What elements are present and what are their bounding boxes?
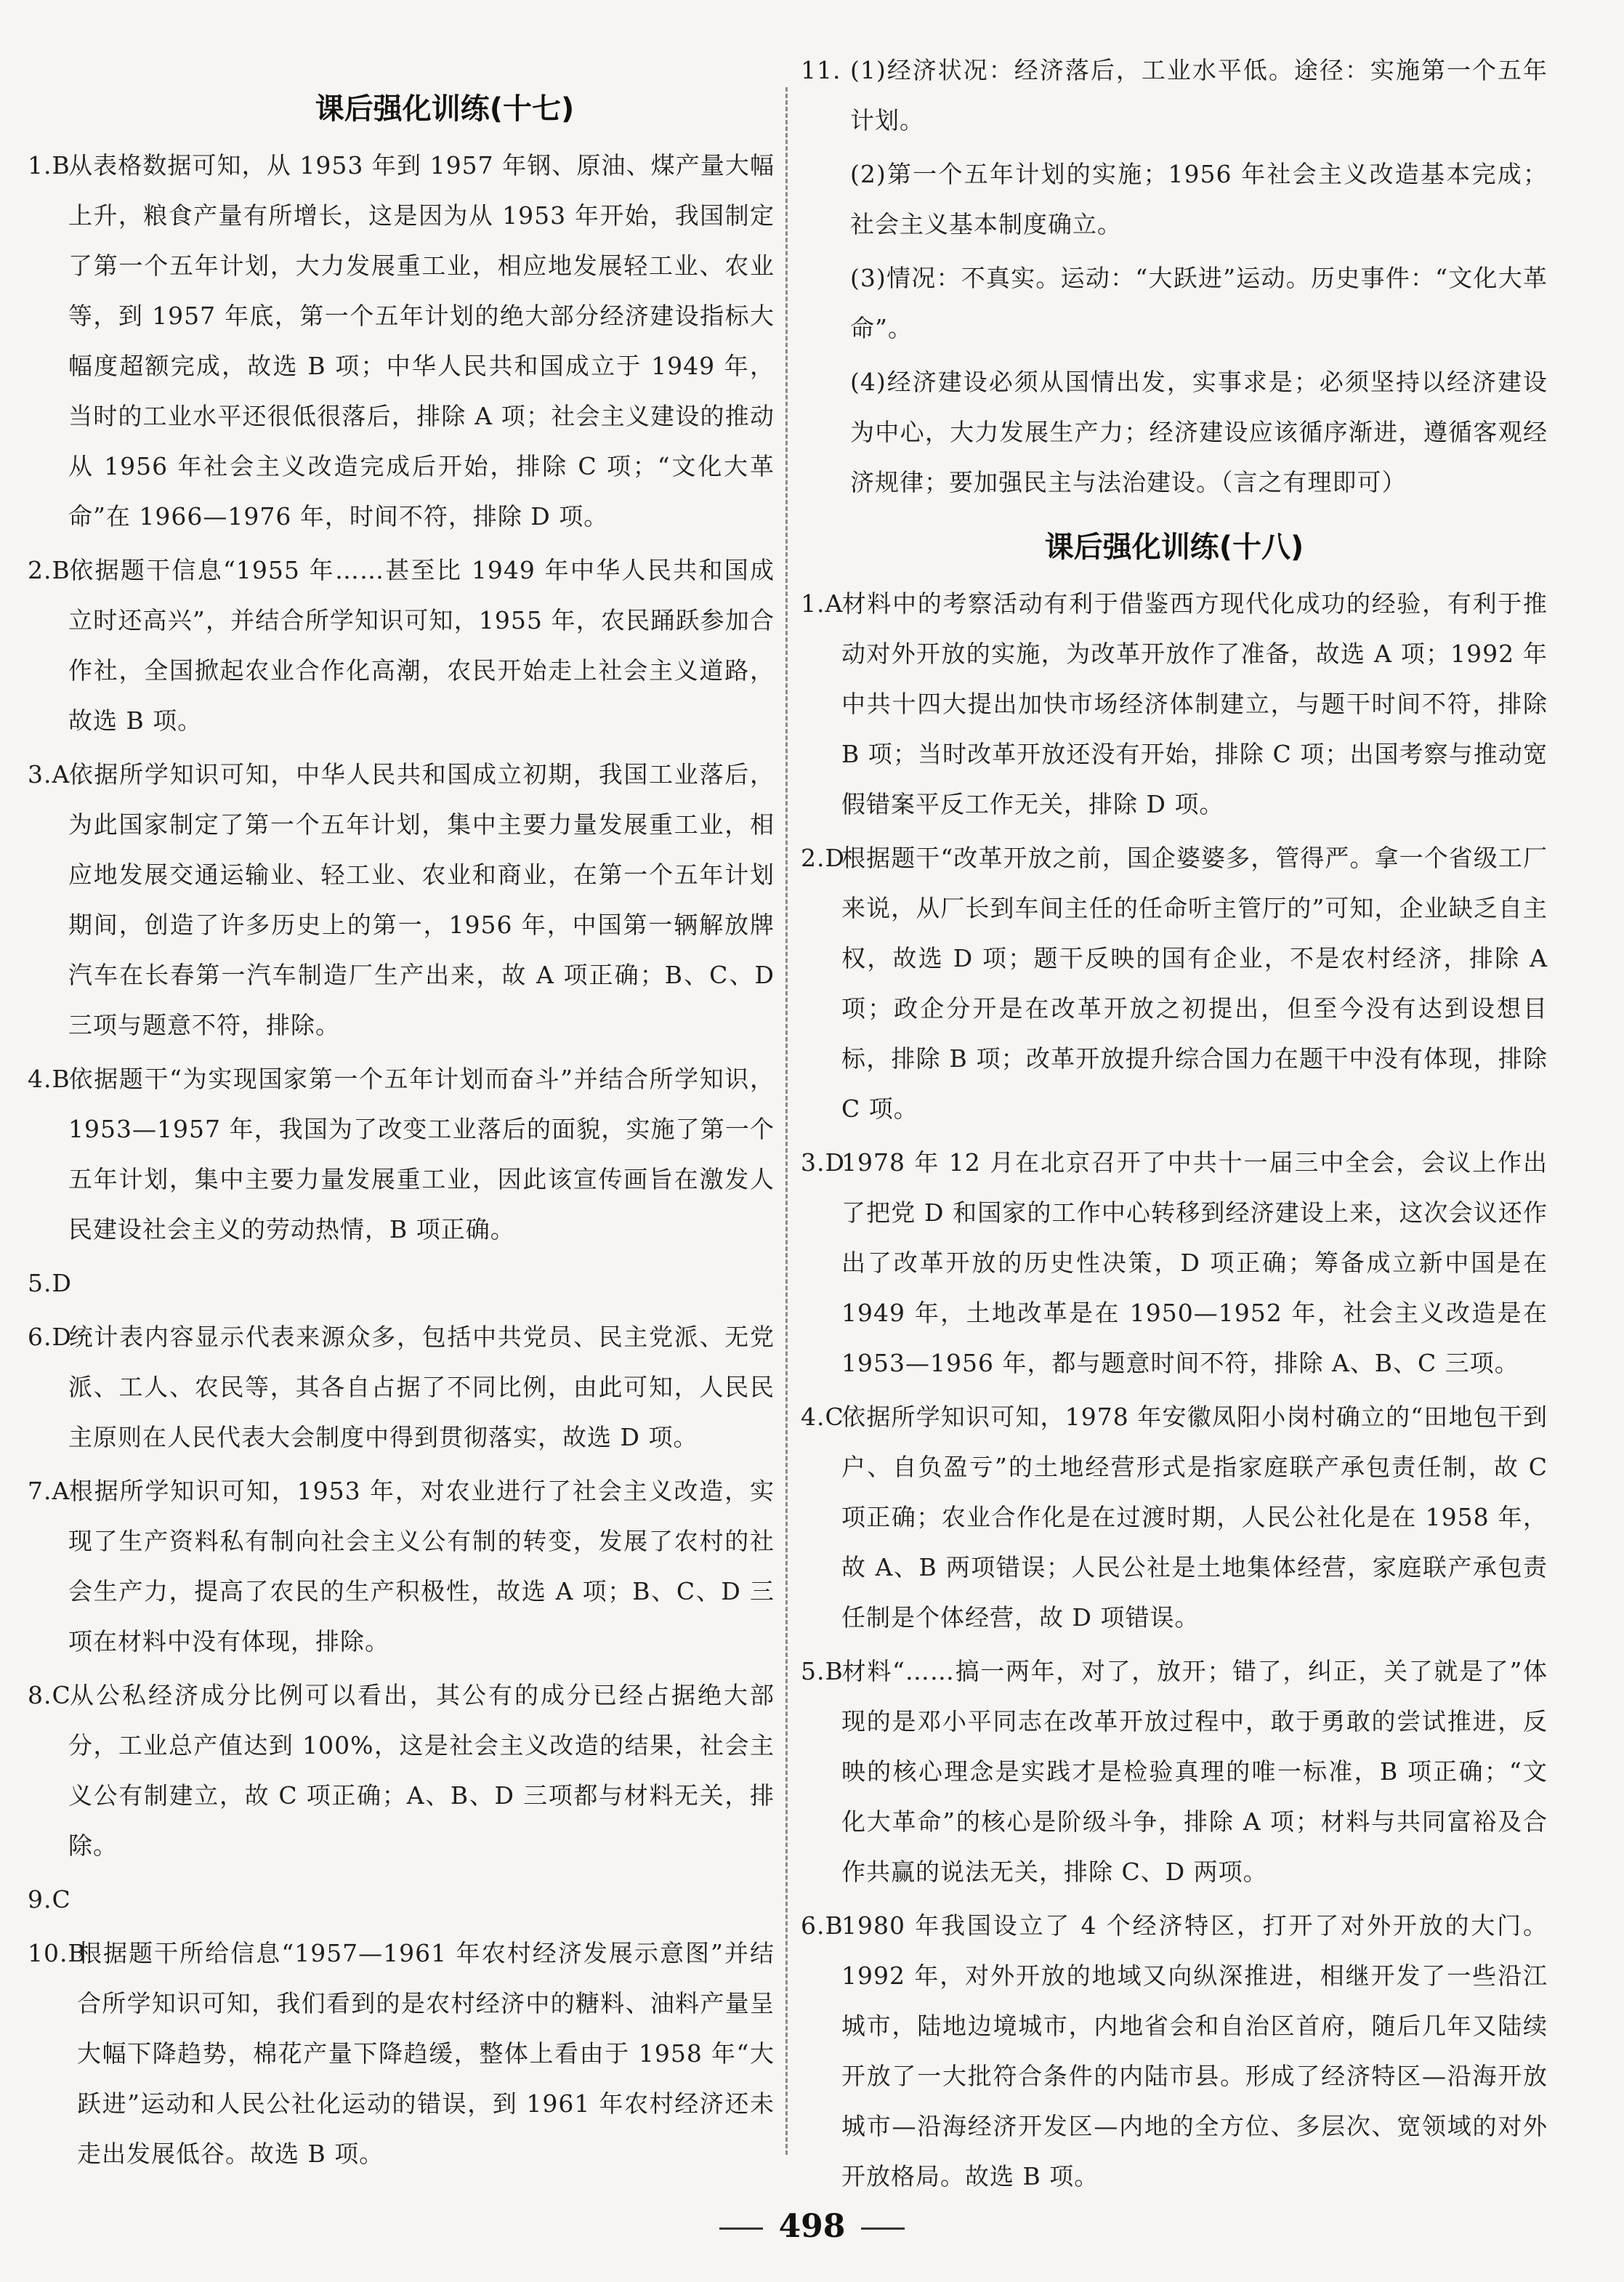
answer-number: 3.D [801, 1148, 845, 1177]
answer-number: 11. [801, 56, 841, 84]
answer-item [801, 833, 1548, 1134]
column-divider [785, 87, 788, 2155]
answer-item-11 [801, 45, 1548, 145]
answer-text: 根据所学知识可知，1953 年，对农业进行了社会主义改造，实现了生产资料私有制向社会主义公有制的转变，发展了农村的社会生产力，提高了农民的生产积极性，故选 A 项；B、C、D 三项在材料中没有体现，排除。 [68, 1477, 775, 1656]
answer-text: 1978 年 12 月在北京召开了中共十一届三中全会，会议上作出了把党 D 和国家的工作中心转移到经济建设上来，这次会议还作出了改革开放的历史性决策，D 项正确；筹备成立新中国是在 1949 年，土地改革是在 1950—1952 年，社会主义改造是在 1953—1956 年，都与题意时间不符，排除 A、B、C 三项。 [841, 1148, 1548, 1377]
answer-item [28, 749, 775, 1050]
answer-text: 依据题干“为实现国家第一个五年计划而奋斗”并结合所学知识，1953—1957 年，我国为了改变工业落后的面貌，实施了第一个五年计划，集中主要力量发展重工业，因此该宣传画旨在激发人民建设社会主义的劳动热情，B 项正确。 [68, 1065, 775, 1243]
answer-item [28, 140, 775, 541]
answer-number: 9.C [28, 1885, 71, 1914]
answer-number: 5.B [801, 1657, 844, 1685]
answer-text: 依据所学知识可知，中华人民共和国成立初期，我国工业落后，为此国家制定了第一个五年计划，集中主要力量发展重工业，相应地发展交通运输业、轻工业、农业和商业，在第一个五年计划期间，创造了许多历史上的第一，1956 年，中国第一辆解放牌汽车在长春第一汽车制造厂生产出来，故 A 项正确；B、C、D 三项与题意不符，排除。 [68, 760, 775, 1039]
right-column [801, 45, 1548, 2205]
answer-text: 从表格数据可知，从 1953 年到 1957 年钢、原油、煤产量大幅上升，粮食产量有所增长，这是因为从 1953 年开始，我国制定了第一个五年计划，大力发展重工业，相应地发展轻工业、农业等，到 1957 年底，第一个五年计划的绝大部分经济建设指标大幅度超额完成，故选 B 项；中华人民共和国成立于 1949 年，当时的工业水平还很低很落后，排除 A 项；社会主义建设的推动从 1956 年社会主义改造完成后开始，排除 C 项；“文化大革命”在 1966—1976 年，时间不符，排除 D 项。 [68, 151, 775, 531]
answer-number: 6.B [801, 1911, 844, 1940]
answer-part: (1)经济状况：经济落后，工业水平低。途径：实施第一个五年计划。 [850, 56, 1548, 134]
answer-text: 1980 年我国设立了 4 个经济特区，打开了对外开放的大门。1992 年，对外开放的地域又向纵深推进，相继开发了一些沿江城市，陆地边境城市，内地省会和自治区首府，随后几年又陆续开放了一大批符合条件的内陆市县。形成了经济特区—沿海开放城市—沿海经济开发区—内地的全方位、多层次、宽领域的对外开放格局。故选 B 项。 [841, 1911, 1548, 2190]
answer-item [801, 1900, 1548, 2201]
answer-text: 材料“……搞一两年，对了，放开；错了，纠正，关了就是了”体现的是邓小平同志在改革开放过程中，敢于勇敢的尝试推进，反映的核心理念是实践才是检验真理的唯一标准，B 项正确；“文化大革命”的核心是阶级斗争，排除 A 项；材料与共同富裕及合作共赢的说法无关，排除 C、D 两项。 [841, 1657, 1548, 1886]
answer-number: 7.A [28, 1477, 70, 1505]
answer-item [28, 1312, 775, 1462]
section-title-18: 课后强化训练(十八) [1044, 531, 1304, 564]
answer-item [28, 1466, 775, 1666]
left-column [28, 91, 775, 2182]
answer-item [28, 1258, 775, 1308]
answer-part: (4)经济建设必须从国情出发，实事求是；必须坚持以经济建设为中心，大力发展生产力；经济建设应该循序渐进，遵循客观经济规律；要加强民主与法治建设。（言之有理即可） [850, 368, 1548, 496]
answer-item [28, 1874, 775, 1924]
section-title-17: 课后强化训练(十七) [315, 92, 575, 126]
answer-item [28, 1670, 775, 1871]
answer-text: 根据题干所给信息“1957—1961 年农村经济发展示意图”并结合所学知识可知，我们看到的是农村经济中的糖料、油料产量呈大幅下降趋势，棉花产量下降趋缓，整体上看由于 1958 年“大跃进”运动和人民公社化运动的错误，到 1961 年农村经济还未走出发展低谷。故选 B 项。 [77, 1939, 775, 2168]
answer-number: 1.A [801, 589, 844, 618]
answer-number: 2.D [801, 844, 845, 872]
answer-item [28, 1928, 775, 2179]
answer-item [28, 545, 775, 746]
answer-item [801, 578, 1548, 829]
answer-item [801, 1646, 1548, 1897]
answer-number: 5.D [28, 1269, 72, 1297]
answer-text: 材料中的考察活动有利于借鉴西方现代化成功的经验，有利于推动对外开放的实施，为改革开放作了准备，故选 A 项；1992 年中共十四大提出加快市场经济体制建立，与题干时间不符，排除 B 项；当时改革开放还没有开始，排除 C 项；出国考察与推动宽假错案平反工作无关，排除 D 项。 [841, 589, 1548, 818]
answer-text: 依据所学知识可知，1978 年安徽凤阳小岗村确立的“田地包干到户、自负盈亏”的土地经营形式是指家庭联产承包责任制，故 C 项正确；农业合作化是在过渡时期，人民公社化是在 1958 年，故 A、B 两项错误；人民公社是土地集体经营，家庭联产承包责任制是个体经营，故 D 项错误。 [841, 1403, 1548, 1632]
answer-item [801, 1392, 1548, 1642]
answer-item [28, 1054, 775, 1254]
answer-number: 1.B [28, 151, 70, 180]
answer-number: 10.B [28, 1939, 86, 1967]
answer-part: (3)情况：不真实。运动：“大跃进”运动。历史事件：“文化大革命”。 [850, 264, 1548, 342]
page-number-dash [719, 2227, 763, 2230]
right-answer-list [801, 578, 1548, 2201]
page-number-text: 498 [778, 2208, 846, 2245]
answer-text: 统计表内容显示代表来源众多，包括中共党员、民主党派、无党派、工人、农民等，其各自占据了不同比例，由此可知，人民民主原则在人民代表大会制度中得到贯彻落实，故选 D 项。 [68, 1323, 775, 1451]
left-answer-list [28, 140, 775, 2179]
answer-text: 从公私经济成分比例可以看出，其公有的成分已经占据绝大部分，工业总产值达到 100%，这是社会主义改造的结果，社会主义公有制建立，故 C 项正确；A、B、D 三项都与材料无关，排除。 [68, 1681, 775, 1860]
answer-number: 4.B [28, 1065, 70, 1093]
answer-text: 依据题干信息“1955 年……甚至比 1949 年中华人民共和国成立时还高兴”，并结合所学知识可知，1955 年，农民踊跃参加合作社，全国掀起农业合作化高潮，农民开始走上社会主义道路，故选 B 项。 [68, 556, 775, 735]
answer-number: 2.B [28, 556, 70, 584]
answer-item [801, 1137, 1548, 1388]
page-number-dash [861, 2227, 905, 2230]
answer-number: 8.C [28, 1681, 71, 1709]
answer-text: 根据题干“改革开放之前，国企婆婆多，管得严。拿一个省级工厂来说，从厂长到车间主任的任命听主管厅的”可知，企业缺乏自主权，故选 D 项；题干反映的国有企业，不是农村经济，排除 A 项；政企分开是在改革开放之初提出，但至今没有达到设想目标，排除 B 项；改革开放提升综合国力在题干中没有体现，排除 C 项。 [841, 844, 1548, 1123]
answer-number: 3.A [28, 760, 70, 789]
answer-part: (2)第一个五年计划的实施；1956 年社会主义改造基本完成；社会主义基本制度确立。 [850, 160, 1548, 238]
answer-number: 6.D [28, 1323, 72, 1351]
answer-number: 4.C [801, 1403, 844, 1431]
page-number [0, 2208, 1624, 2245]
